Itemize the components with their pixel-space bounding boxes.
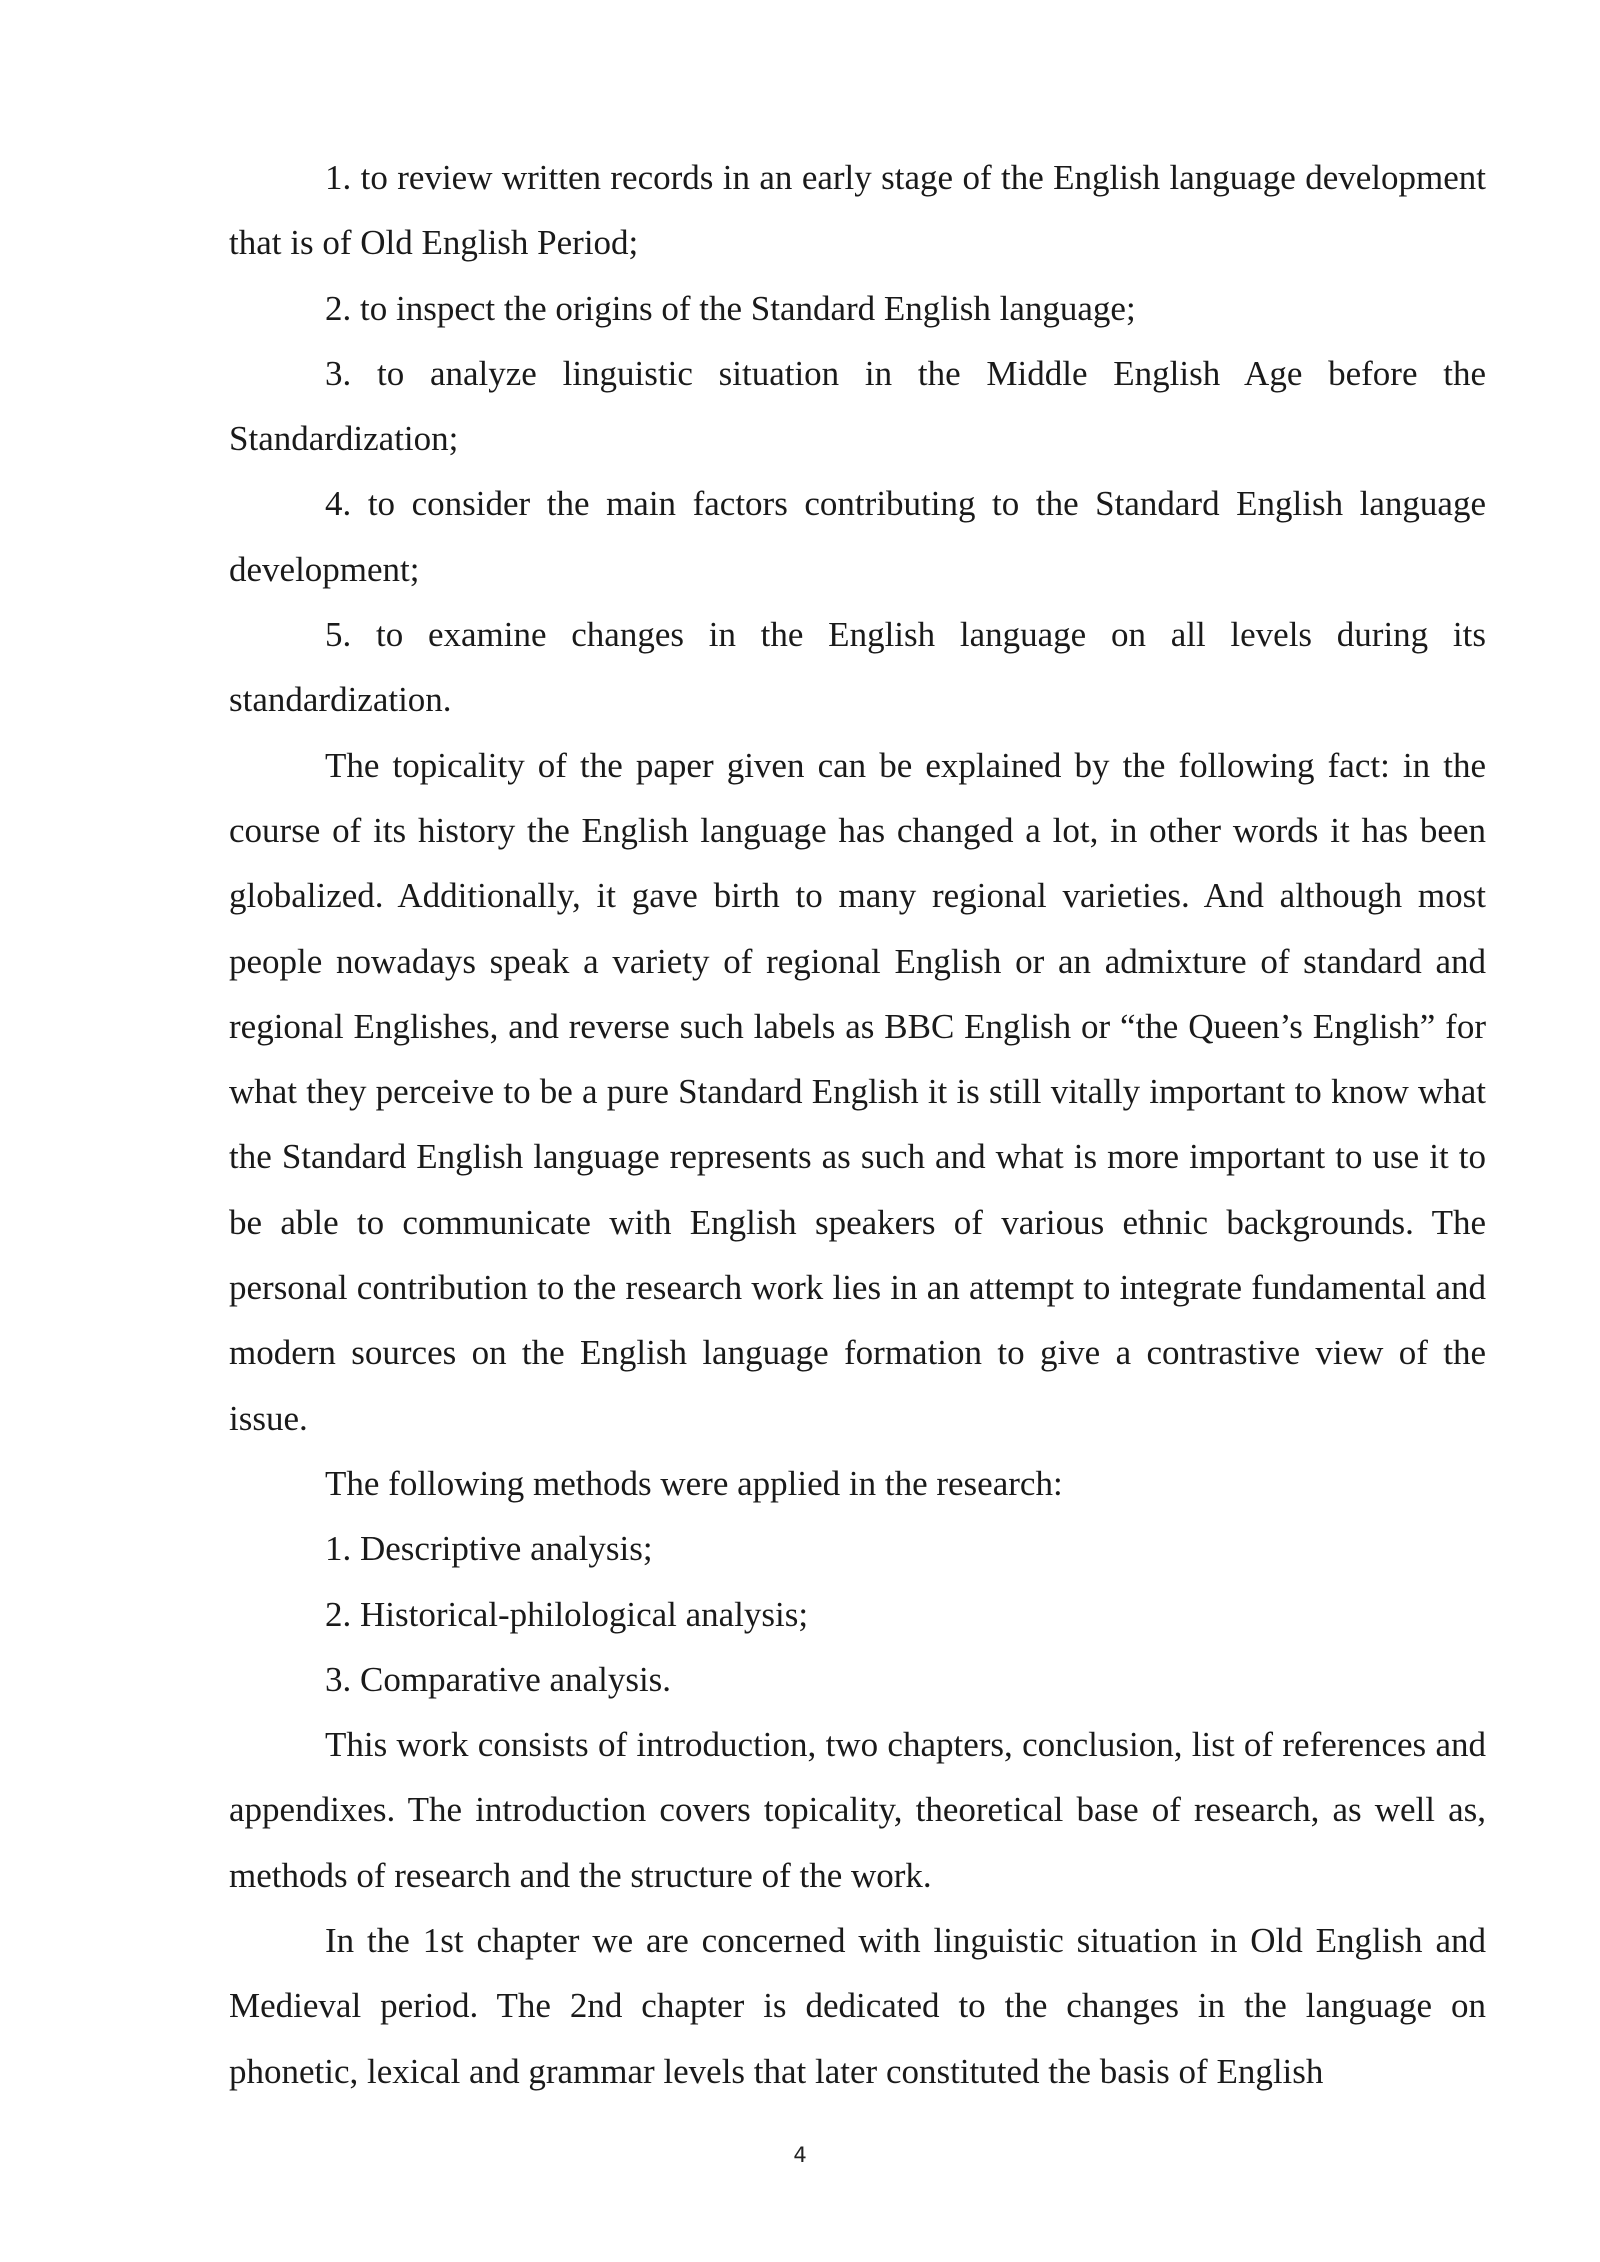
objective-2: 2. to inspect the origins of the Standard English language; bbox=[325, 288, 1136, 328]
objective-1: 1. to review written records in an early stage of the English language development that is of Old English Period; bbox=[229, 158, 1486, 263]
body-text bbox=[229, 145, 1486, 2104]
chapters-paragraph: In the 1st chapter we are concerned with linguistic situation in Old English and Medieval period. The 2nd chapter is dedicated to the changes in the language on phonetic, lexical and grammar levels that later constituted the basis of English bbox=[229, 1921, 1486, 2091]
method-3: 3. Comparative analysis. bbox=[325, 1659, 672, 1699]
page-number: 4 bbox=[793, 2143, 807, 2167]
objective-3: 3. to analyze linguistic situation in the Middle English Age before the Standardization; bbox=[229, 353, 1486, 459]
objective-5: 5. to examine changes in the English language on all levels during its standardization. bbox=[229, 615, 1486, 720]
methods-intro: The following methods were applied in the research: bbox=[325, 1463, 1063, 1503]
topicality-paragraph: The topicality of the paper given can be explained by the following fact: in the course of its history the English language has changed a lot, in other words it has been globalized. Additionally, it gave birth to many regional varieties. And although most people nowadays speak a variety of regional English or an admixture of standard and regional Englishes, and reverse such labels as BBC English or “the Queen’s English” for what they perceive to be a pure Standard English it is still vitally important to know what the Standard English language represents as such and what is more important to use it to be able to communicate with English speakers of various ethnic backgrounds. The personal contribution to the research work lies in an attempt to integrate fundamental and modern sources on the English language formation to give a contrastive view of the issue. bbox=[229, 745, 1486, 1438]
structure-paragraph: This work consists of introduction, two chapters, conclusion, list of references and appendixes. The introduction covers topicality, theoretical base of research, as well as, methods of research and the structure of the work. bbox=[229, 1725, 1486, 1895]
objective-4: 4. to consider the main factors contributing to the Standard English language development; bbox=[229, 484, 1486, 589]
method-1: 1. Descriptive analysis; bbox=[325, 1529, 653, 1569]
method-2: 2. Historical-philological analysis; bbox=[325, 1594, 809, 1634]
